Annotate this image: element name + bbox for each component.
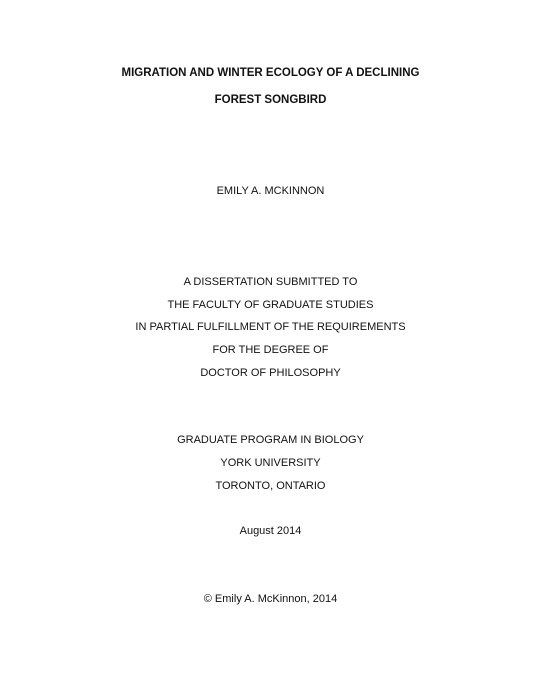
- submission-line-4: FOR THE DEGREE OF: [212, 344, 329, 356]
- author-name: EMILY A. MCKINNON: [216, 185, 325, 197]
- institution-line-3: TORONTO, ONTARIO: [215, 480, 326, 492]
- submission-line-2: THE FACULTY OF GRADUATE STUDIES: [167, 299, 374, 311]
- submission-line-5: DOCTOR OF PHILOSOPHY: [200, 367, 341, 379]
- copyright-notice: © Emily A. McKinnon, 2014: [203, 593, 338, 605]
- submission-date: August 2014: [239, 525, 302, 537]
- submission-line-1: A DISSERTATION SUBMITTED TO: [183, 276, 358, 288]
- title-line-2: FOREST SONGBIRD: [214, 94, 327, 106]
- title-line-1: MIGRATION AND WINTER ECOLOGY OF A DECLINING: [121, 67, 420, 79]
- submission-line-3: IN PARTIAL FULFILLMENT OF THE REQUIREMENTS: [135, 321, 406, 333]
- institution-line-1: GRADUATE PROGRAM IN BIOLOGY: [177, 434, 364, 446]
- institution-line-2: YORK UNIVERSITY: [220, 457, 321, 469]
